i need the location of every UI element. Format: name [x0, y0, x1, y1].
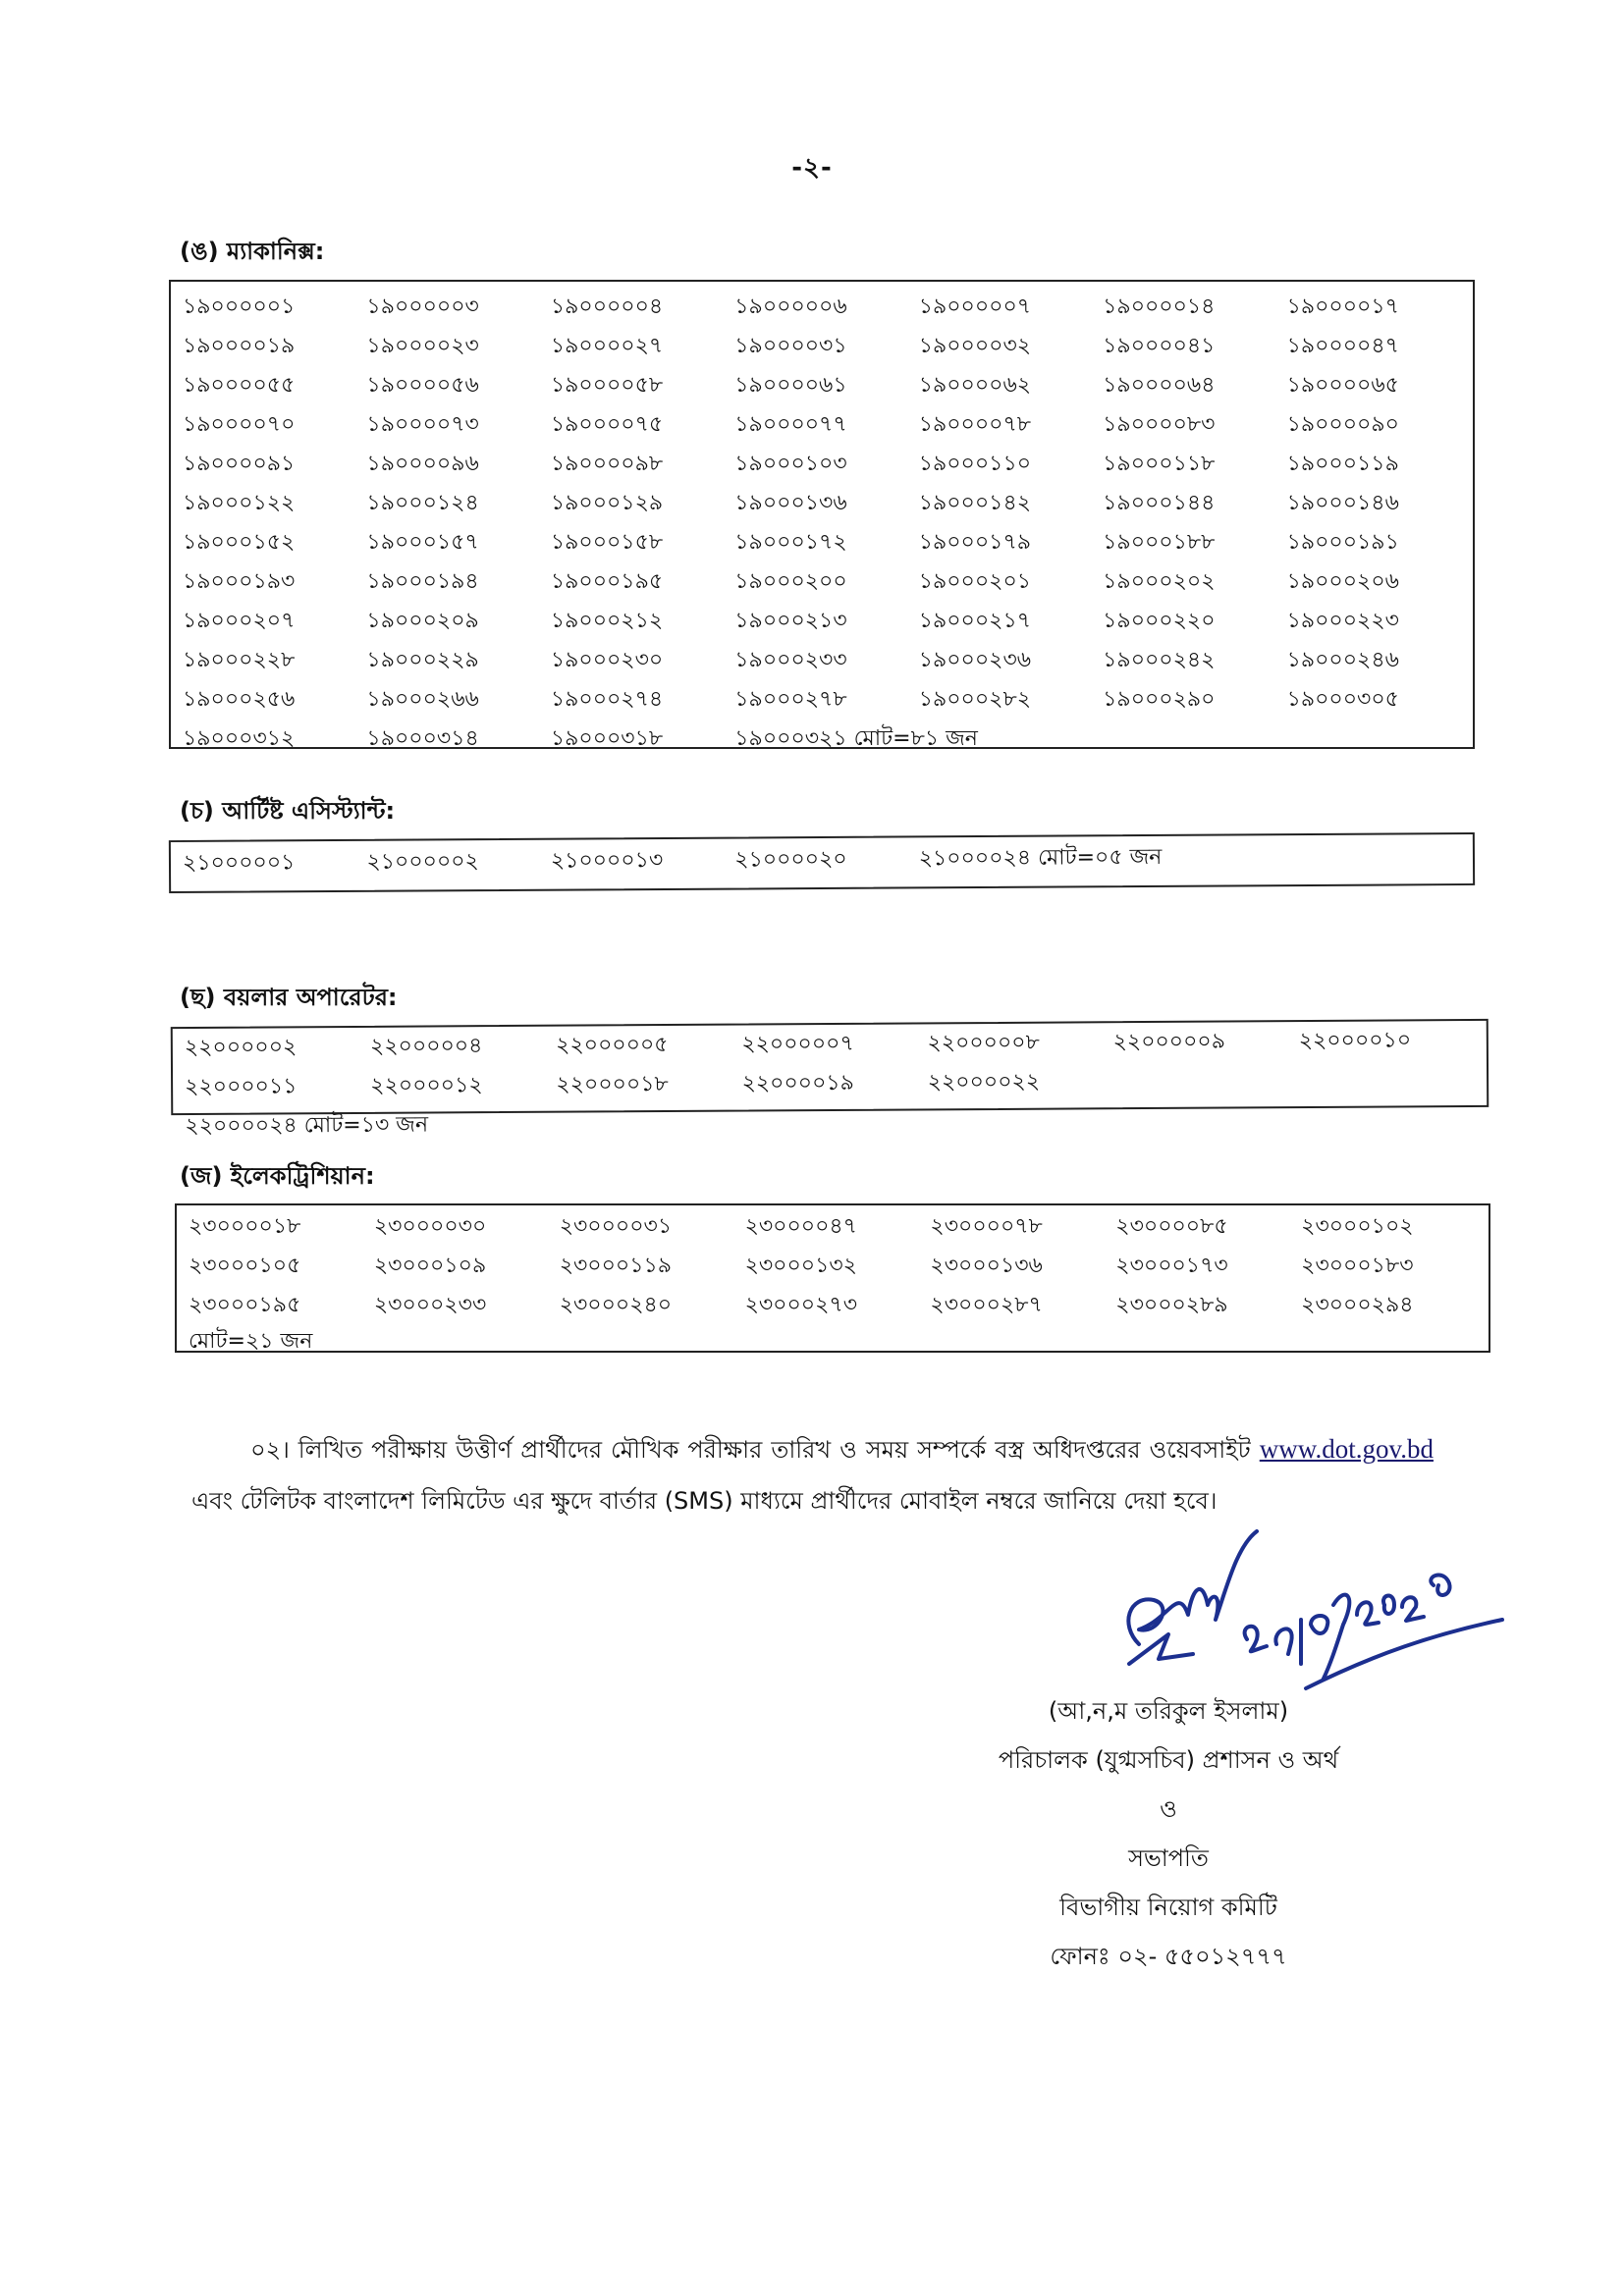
roll-number: ১৯০০০৩১৮ — [550, 726, 664, 751]
roll-number: ১৯০০০২২০ — [1103, 609, 1216, 633]
roll-number: ২২০০০০০৪ — [369, 1034, 483, 1059]
roll-number: ২৩০০০২৪০ — [559, 1293, 673, 1317]
roll-number: ১৯০০০০০৩ — [366, 294, 479, 319]
roll-number: ১৯০০০০২৩ — [366, 334, 479, 358]
roll-number: ১৯০০০০৯০ — [1286, 412, 1399, 437]
roll-number: ২৩০০০২৯৪ — [1301, 1293, 1414, 1317]
signatory-committee: বিভাগীয় নিয়োগ কমিটি — [1059, 1894, 1277, 1921]
roll-number: ১৯০০০১২২ — [183, 491, 296, 515]
roll-number: ২২০০০০২২ — [927, 1069, 1041, 1095]
roll-number: ১৯০০০২০৯ — [366, 609, 479, 633]
roll-number: ২৩০০০২৩৩ — [373, 1293, 487, 1317]
roll-number: ১৯০০০১৫২ — [183, 530, 296, 555]
roll-number: ২২০০০০০২ — [184, 1035, 298, 1061]
roll-number: ১৯০০০০০৬ — [734, 294, 847, 319]
roll-number: ২৩০০০০৩০ — [373, 1214, 487, 1239]
roll-number: ২৩০০০১০৫ — [189, 1254, 301, 1278]
roll-number: ২৩০০০০৪৭ — [744, 1214, 857, 1239]
roll-number: ২২০০০০১২ — [370, 1073, 483, 1098]
roll-number: ১৯০০০১৫৭ — [366, 530, 479, 555]
roll-number: ১৯০০০১২৯ — [550, 491, 664, 515]
roll-number: ১৯০০০৩১৪ — [366, 726, 479, 751]
roll-number: ২২০০০০২৪ মোট=১৩ জন — [185, 1112, 429, 1140]
roll-number: ২৩০০০০৭৮ — [930, 1214, 1043, 1239]
roll-number: ১৯০০০১৯১ — [1286, 530, 1399, 555]
roll-number: ২৩০০০১১৯ — [559, 1254, 673, 1278]
roll-number: ২২০০০০০৭ — [741, 1031, 854, 1057]
roll-number: ১৯০০০০৭৫ — [550, 412, 664, 437]
paragraph-number: ০২। — [250, 1436, 290, 1464]
roll-number: ১৯০০০১১০ — [918, 452, 1032, 476]
roll-grid — [183, 836, 1463, 883]
roll-number: ১৯০০০০২৭ — [550, 334, 664, 358]
roll-number: ২৩০০০১৯৫ — [189, 1293, 301, 1317]
website-link[interactable]: www.dot.gov.bd — [1259, 1434, 1434, 1464]
roll-number: ১৯০০০২২৯ — [366, 648, 479, 672]
roll-number: ১৯০০০০১৭ — [1286, 294, 1399, 319]
roll-number: ২১০০০০২০ — [734, 846, 847, 873]
roll-number: ১৯০০০০১৯ — [183, 334, 296, 358]
roll-number: ২৩০০০১৩৬ — [930, 1254, 1043, 1278]
section-title-mechanics: (ঙ) ম্যাকানিক্স: — [180, 238, 325, 265]
roll-number: ১৯০০০০৯১ — [183, 452, 296, 476]
signatory-block — [913, 1686, 1424, 1981]
roll-number: ১৯০০০১১৮ — [1103, 452, 1216, 476]
signatory-designation: পরিচালক (যুগ্মসচিব) প্রশাসন ও অর্থ — [998, 1746, 1339, 1774]
roll-number: ১৯০০০০৩২ — [918, 334, 1032, 358]
roll-number: ১৯০০০২০৬ — [1286, 569, 1399, 594]
roll-number: ১৯০০০৩২১ মোট=৮১ জন — [734, 726, 978, 751]
roll-number: ১৯০০০০৫৬ — [366, 373, 479, 398]
roll-number: ২১০০০০২৪ মোট=০৫ জন — [918, 844, 1163, 872]
roll-number: ১৯০০০৩১২ — [183, 726, 296, 751]
roll-number: ১৯০০০২১৩ — [734, 609, 847, 633]
roll-number: ১৯০০০২০৭ — [183, 609, 296, 633]
roll-number: ১৯০০০২৩৩ — [734, 648, 847, 672]
roll-number: ২৩০০০২৮৯ — [1115, 1293, 1228, 1317]
roll-number: ১৯০০০১৯৩ — [183, 569, 296, 594]
section-title-boiler-operator: (ছ) বয়লার অপারেটর: — [180, 984, 398, 1011]
roll-number: ১৯০০০২০১ — [918, 569, 1032, 594]
roll-number: ১৯০০০০৩১ — [734, 334, 847, 358]
roll-number: ২৩০০০১৮৩ — [1301, 1254, 1414, 1278]
roll-number: ১৯০০০০৪১ — [1103, 334, 1216, 358]
roll-table-electrician — [175, 1203, 1490, 1353]
paragraph-text-1: লিখিত পরীক্ষায় উত্তীর্ণ প্রার্থীদের মৌখিক পরীক্ষার তারিখ ও সময় সম্পর্কে বস্ত্র অধিদপ্তরের ওয়েবসাইট — [298, 1436, 1251, 1464]
roll-number: ২২০০০০০৫ — [556, 1033, 669, 1058]
roll-number: ১৯০০০১৭২ — [734, 530, 847, 555]
roll-number: ১৯০০০২৫৬ — [183, 687, 296, 712]
roll-number: ২২০০০০১৮ — [556, 1072, 669, 1097]
roll-number: ২৩০০০১৭৩ — [1115, 1254, 1228, 1278]
roll-number: ১৯০০০০৪৭ — [1286, 334, 1399, 358]
roll-number: ১৯০০০১২৪ — [366, 491, 479, 515]
roll-number: ১৯০০০১৯৫ — [550, 569, 664, 594]
notice-paragraph — [191, 1423, 1434, 1526]
roll-number: ১৯০০০০৭৭ — [734, 412, 847, 437]
roll-number: ১৯০০০০০৪ — [550, 294, 664, 319]
roll-number: ২৩০০০০৮৫ — [1115, 1214, 1228, 1239]
signatory-name: (আ,ন,ম তরিকুল ইসলাম) — [1048, 1697, 1289, 1725]
roll-number: ১৯০০০০৮৩ — [1103, 412, 1216, 437]
roll-number: ১৯০০০২৪২ — [1103, 648, 1216, 672]
roll-number: ১৯০০০২০০ — [734, 569, 847, 594]
roll-number: ১৯০০০২৭৮ — [734, 687, 847, 712]
roll-number: ১৯০০০১৮৮ — [1103, 530, 1216, 555]
roll-grid — [185, 1021, 1478, 1147]
roll-number: ২৩০০০০৩১ — [559, 1214, 673, 1239]
signatory-role: সভাপতি — [1128, 1844, 1209, 1872]
roll-number: ১৯০০০১৪২ — [918, 491, 1032, 515]
roll-number: ২৩০০০১৩২ — [744, 1254, 857, 1278]
roll-number: ১৯০০০০৬৫ — [1286, 373, 1399, 398]
roll-number: ১৯০০০২২৮ — [183, 648, 296, 672]
roll-number: ১৯০০০২৮২ — [918, 687, 1032, 712]
roll-number: ১৯০০০০৬২ — [918, 373, 1032, 398]
roll-number: ১৯০০০২০২ — [1103, 569, 1216, 594]
roll-number: ১৯০০০০৭০ — [183, 412, 296, 437]
signatory-phone: ফোনঃ ০২- ৫৫০১২৭৭৭ — [1050, 1943, 1287, 1970]
roll-number: ২১০০০০০২ — [366, 849, 479, 875]
roll-number: ১৯০০০২৯০ — [1103, 687, 1216, 712]
paragraph-text-2: এবং টেলিটক বাংলাদেশ লিমিটেড এর ক্ষুদে বার্তার (SMS) মাধ্যমে প্রার্থীদের মোবাইল নম্বরে জানিয়ে দেয়া হবে। — [191, 1487, 1218, 1515]
roll-number: ১৯০০০২৩০ — [550, 648, 664, 672]
roll-number: ২৩০০০২৮৭ — [930, 1293, 1043, 1317]
roll-number: ২৩০০০২৭৩ — [744, 1293, 857, 1317]
roll-table-boiler-operator — [171, 1019, 1489, 1140]
roll-number: ১৯০০০১১৯ — [1286, 452, 1399, 476]
roll-number: ২৩০০০১০২ — [1301, 1214, 1414, 1239]
roll-grid — [189, 1207, 1479, 1325]
roll-number: ১৯০০০০৬৪ — [1103, 373, 1216, 398]
roll-number: ১৯০০০২৭৪ — [550, 687, 664, 712]
roll-number: ১৯০০০০৯৮ — [550, 452, 664, 476]
roll-number: ১৯০০০২১৭ — [918, 609, 1032, 633]
roll-number: ২২০০০০০৯ — [1112, 1029, 1226, 1055]
roll-number: ১৯০০০২৪৬ — [1286, 648, 1399, 672]
roll-number: ১৯০০০১৪৪ — [1103, 491, 1216, 515]
page-number: -২- — [791, 153, 833, 183]
roll-number: ২৩০০০১০৯ — [373, 1254, 487, 1278]
section-title-artist-assistant: (চ) আর্টিষ্ট এসিস্ট্যান্ট: — [180, 797, 396, 825]
roll-grid — [183, 288, 1463, 759]
handwritten-signature — [1100, 1526, 1512, 1703]
roll-number: ১৯০০০১৯৪ — [366, 569, 479, 594]
roll-number: ১৯০০০২২৩ — [1286, 609, 1399, 633]
roll-number: ২২০০০০১১ — [185, 1074, 298, 1100]
roll-number: ১৯০০০৩০৫ — [1286, 687, 1399, 712]
roll-number: ২১০০০০১৩ — [550, 847, 664, 874]
roll-number: ১৯০০০০৬১ — [734, 373, 847, 398]
roll-number: ১৯০০০১৪৬ — [1286, 491, 1399, 515]
roll-number: ১৯০০০০৯৬ — [366, 452, 479, 476]
roll-number: ১৯০০০২৬৬ — [366, 687, 479, 712]
roll-number: ১৯০০০১৭৯ — [918, 530, 1032, 555]
roll-number: ১৯০০০১৩৬ — [734, 491, 847, 515]
roll-table-artist-assistant — [169, 832, 1475, 893]
roll-number: ১৯০০০২১২ — [550, 609, 664, 633]
roll-table-mechanics — [169, 280, 1475, 749]
total-count: মোট=২১ জন — [189, 1329, 313, 1354]
roll-number: ১৯০০০০৫৮ — [550, 373, 664, 398]
section-title-electrician: (জ) ইলেকট্রিশিয়ান: — [180, 1162, 375, 1190]
roll-number: ১৯০০০০৭৩ — [366, 412, 479, 437]
roll-number: ১৯০০০০০১ — [183, 294, 296, 319]
roll-number: ২২০০০০১৯ — [741, 1070, 854, 1096]
roll-number: ১৯০০০০১৪ — [1103, 294, 1216, 319]
roll-number: ১৯০০০২৩৬ — [918, 648, 1032, 672]
roll-number: ১৯০০০১৫৮ — [550, 530, 664, 555]
roll-number: ২২০০০০১০ — [1298, 1028, 1412, 1054]
roll-number: ২২০০০০০৮ — [927, 1030, 1040, 1056]
roll-number: ২১০০০০০১ — [182, 850, 296, 876]
roll-number: ১৯০০০০৭৮ — [918, 412, 1032, 437]
roll-number: ১৯০০০০৫৫ — [183, 373, 296, 398]
roll-number: ১৯০০০১০৩ — [734, 452, 847, 476]
signatory-conjunction: ও — [1160, 1795, 1177, 1823]
roll-number: ১৯০০০০০৭ — [918, 294, 1032, 319]
roll-number: ২৩০০০০১৮ — [189, 1214, 301, 1239]
